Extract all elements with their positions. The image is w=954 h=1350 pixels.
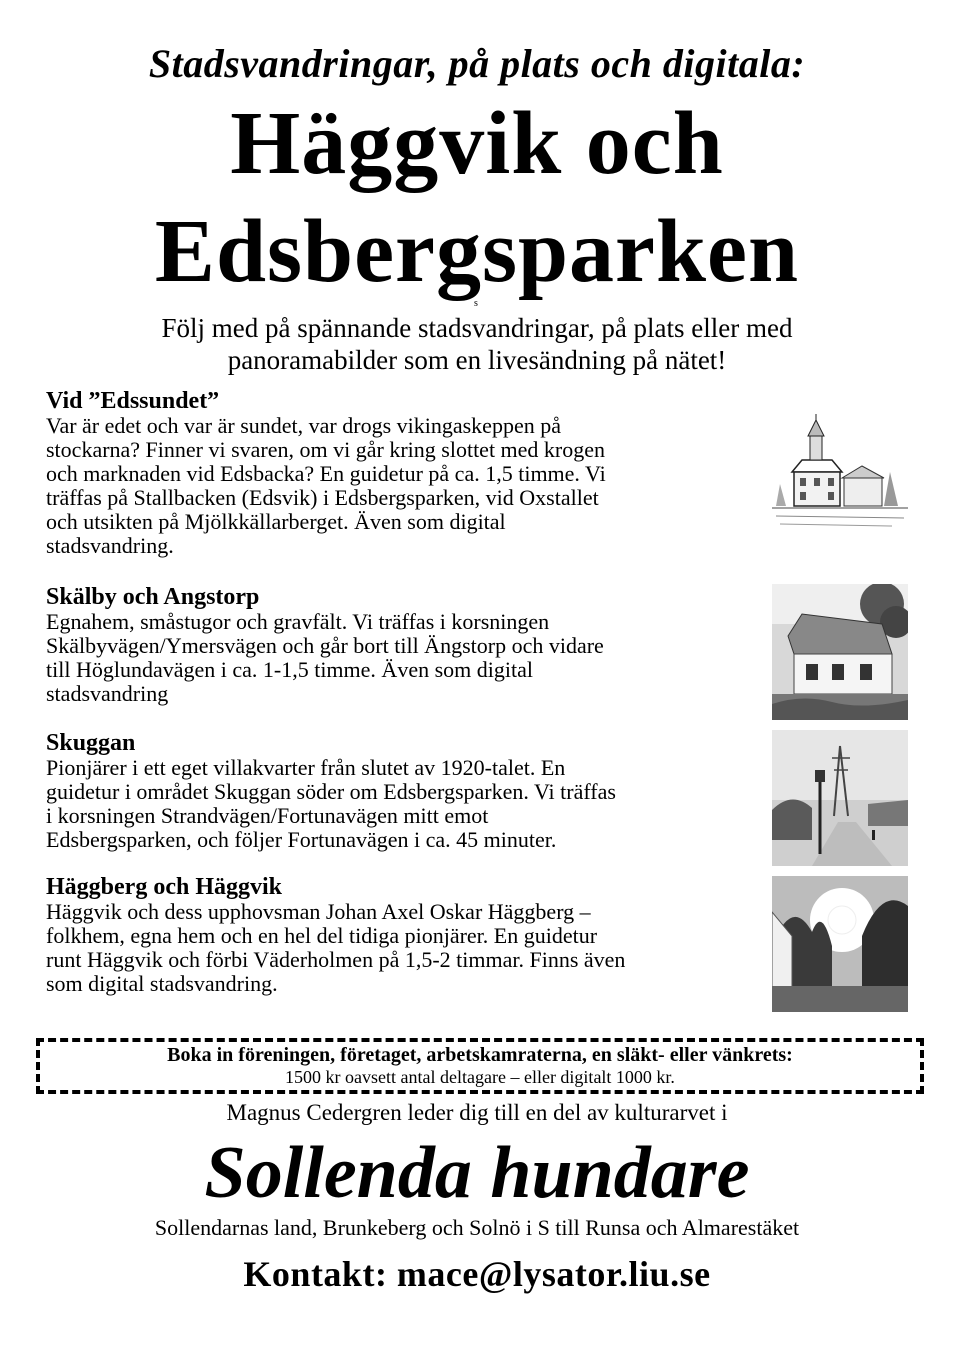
body-line: folkhem, egna hem och en hel del tidiga pionjärer. En guidetur	[46, 923, 598, 948]
section-body	[46, 414, 756, 558]
body-line: Pionjärer i ett eget villakvarter från slutet av 1920-talet. En	[46, 755, 566, 780]
booking-heading: Boka in föreningen, företaget, arbetskamraterna, en släkt- eller vänkrets:	[167, 1044, 793, 1066]
body-line: träffas på Stallbacken (Edsvik) i Edsbergsparken, vid Oxstallet	[46, 485, 599, 510]
section-skuggan	[46, 730, 756, 852]
castle-sketch-photo	[772, 412, 908, 548]
section-heading: Vid ”Edssundet”	[46, 388, 220, 414]
section-heading: Skuggan	[46, 730, 136, 756]
tiny-mark: s	[474, 298, 478, 309]
section-heading: Häggberg och Häggvik	[46, 874, 283, 900]
title-line-2: Edsbergsparken	[154, 202, 800, 301]
intro-line-1: Följ med på spännande stadsvandringar, på plats eller med	[161, 313, 793, 343]
body-line: Var är edet och var är sundet, var drogs vikingaskeppen på	[46, 413, 561, 438]
body-line: och utsikten på Mjölkkällarberget. Även som digital	[46, 509, 506, 534]
section-edssundet	[46, 388, 756, 558]
intro-line-2: panoramabilder som en livesändning på nätet!	[227, 345, 727, 375]
body-line: Edsbergsparken, och följer Fortunavägen i ca. 45 minuter.	[46, 827, 557, 852]
body-line: och marknaden vid Edsbacka? En guidetur på ca. 1,5 timme. Vi	[46, 461, 606, 486]
title-line-1: Häggvik och	[230, 94, 724, 193]
body-line: guidetur i området Skuggan söder om Edsbergsparken. Vi träffas	[46, 779, 616, 804]
booking-box	[36, 1038, 924, 1094]
contact-email: Kontakt: mace@lysator.liu.se	[243, 1254, 711, 1294]
body-line: stockarna? Finner vi svaren, om vi går kring slottet med krogen	[46, 437, 606, 462]
body-line: stadsvandring.	[46, 533, 174, 558]
section-heading: Skälby och Angstorp	[46, 584, 260, 610]
section-body	[46, 756, 756, 852]
pre-title: Stadsvandringar, på plats och digitala:	[148, 41, 806, 86]
page-title	[0, 90, 954, 306]
section-skalby	[46, 584, 756, 706]
body-line: Egnahem, småstugor och gravfält. Vi träffas i korsningen	[46, 609, 550, 634]
booking-price: 1500 kr oavsett antal deltagare – eller digitalt 1000 kr.	[285, 1067, 675, 1087]
section-body	[46, 900, 756, 996]
intro-text	[0, 312, 954, 376]
cottage-photo	[772, 584, 908, 720]
leader-text: Magnus Cedergren leder dig till en del av kulturarvet i	[226, 1100, 728, 1125]
body-line: till Höglundavägen i ca. 1-1,5 timme. Även som digital	[46, 657, 533, 682]
body-line: i korsningen Strandvägen/Fortunavägen mitt emot	[46, 803, 489, 828]
body-line: runt Häggvik och förbi Väderholmen på 1,5-2 timmar. Finns även	[46, 947, 626, 972]
body-line: Häggvik och dess upphovsman Johan Axel Oskar Häggberg –	[46, 899, 591, 924]
section-haggberg	[46, 874, 756, 996]
region-description: Sollendarnas land, Brunkeberg och Solnö i S till Runsa och Almarestäket	[154, 1215, 800, 1240]
body-line: Skälbyvägen/Ymersvägen och går bort till Ängstorp och vidare	[46, 633, 604, 658]
sunlit-trees-photo	[772, 876, 908, 1012]
body-line: stadsvandring	[46, 681, 169, 706]
region-title: Sollenda hundare	[204, 1132, 750, 1214]
lamppost-street-photo	[772, 730, 908, 866]
section-body	[46, 610, 756, 706]
body-line: som digital stadsvandring.	[46, 971, 278, 996]
